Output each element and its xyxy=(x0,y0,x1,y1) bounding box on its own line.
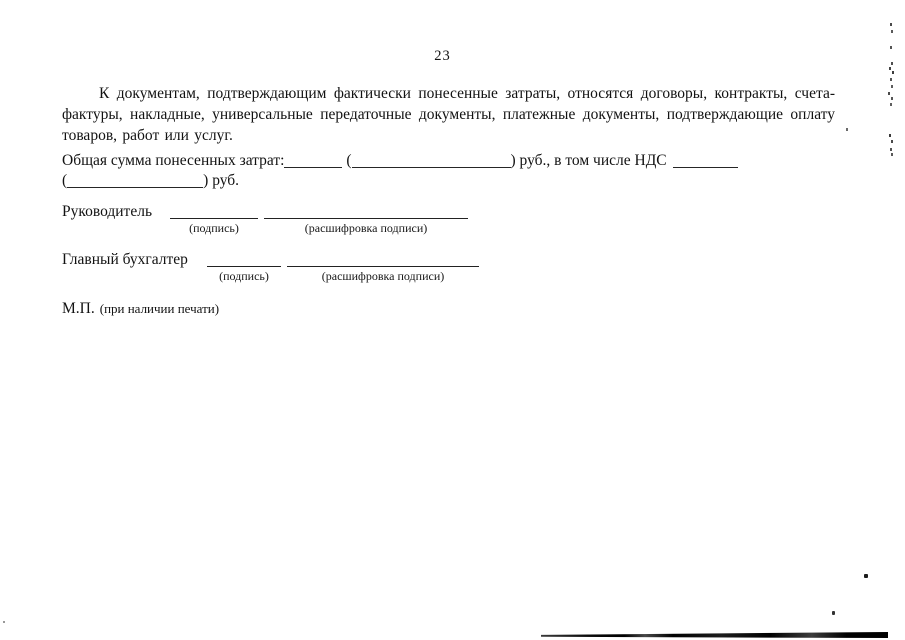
vat-words-open-paren: ( xyxy=(62,171,68,189)
director-name-caption: (расшифровка подписи) xyxy=(304,221,428,235)
stamp-abbr: М.П. xyxy=(62,300,95,317)
stamp-line xyxy=(62,300,219,318)
chief-accountant-name-caption: (расшифровка подписи) xyxy=(321,269,445,283)
total-amount-blank xyxy=(284,155,342,168)
total-costs-section xyxy=(62,151,852,190)
chief-accountant-signature-caption: (подпись) xyxy=(219,269,269,283)
stamp-note: (при наличии печати) xyxy=(99,301,220,316)
chief-accountant-role-label: Главный бухгалтер xyxy=(62,251,188,268)
scan-noise-specks xyxy=(0,0,2,3)
director-name-blank xyxy=(264,204,468,219)
total-costs-label: Общая сумма понесенных затрат: xyxy=(62,152,285,169)
chief-accountant-name-blank xyxy=(287,252,479,267)
total-amount-words-blank xyxy=(352,155,511,168)
director-role-label: Руководитель xyxy=(62,203,153,220)
vat-amount-blank xyxy=(673,155,738,168)
scan-speck xyxy=(3,621,5,623)
supporting-documents-paragraph: К документам, подтверждающим фактически понесенные затраты, относятся договоры, контракты, счета-фактуры, накладные, универсальные передаточные документы, платежные документы, подтверждающие оплату товаров, работ или услуг. xyxy=(62,85,835,144)
total-words-open-paren: ( xyxy=(346,152,352,169)
scan-speck xyxy=(832,611,835,615)
page-number: 23 xyxy=(434,48,451,64)
director-signature-blank xyxy=(170,204,258,219)
total-words-close-paren-vat-label: ) руб., в том числе НДС xyxy=(510,152,667,169)
vat-amount-words-blank xyxy=(67,175,203,188)
chief-accountant-signature-blank xyxy=(207,252,281,267)
director-signature-caption: (подпись) xyxy=(189,221,239,235)
scan-edge-artifact-bar xyxy=(541,632,888,638)
scan-speck xyxy=(864,574,868,578)
vat-words-close-paren: ) руб. xyxy=(203,171,240,189)
